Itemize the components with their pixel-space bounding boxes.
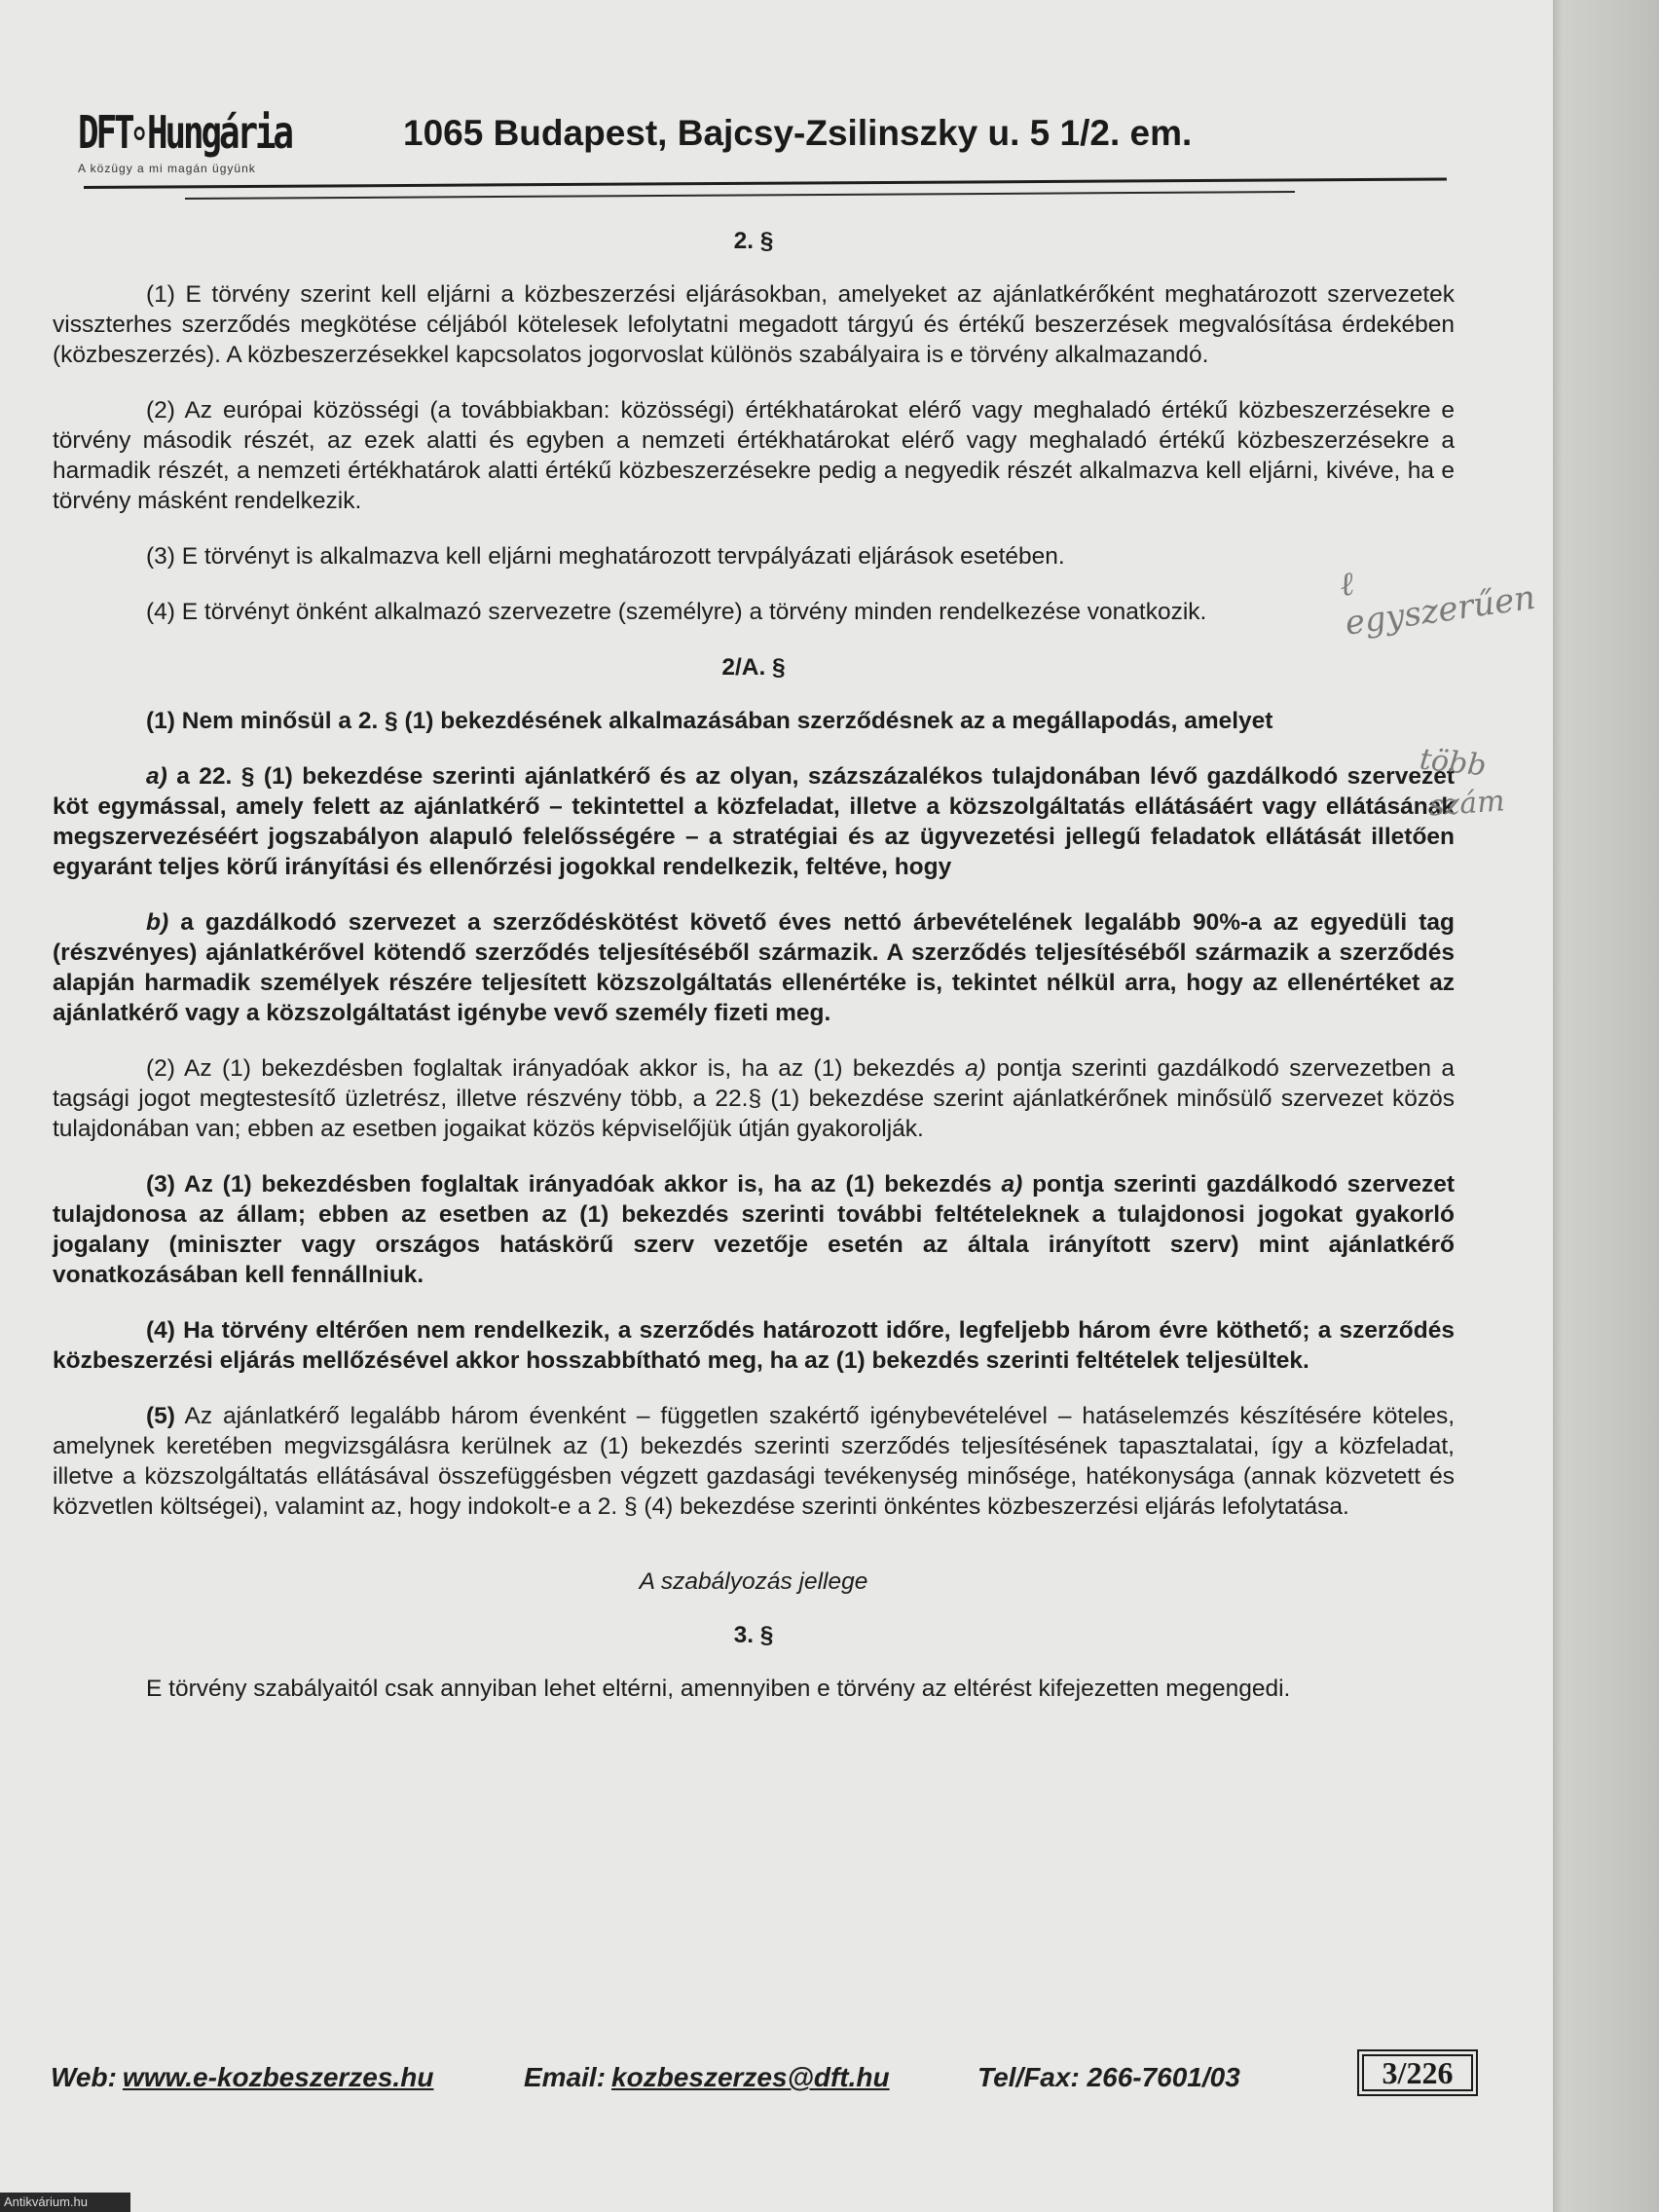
paragraph-2a-4: (4) Ha törvény eltérően nem rendelkezik, a szerződés határozott időre, legfeljebb három évre köthető; a szerződés közbeszerzési eljárás mellőzésével akkor hosszabbítható meg, ha az (1) bekezdés szerinti feltételek teljesültek.: [53, 1317, 1455, 1374]
logo-text-left: DFT: [78, 106, 132, 159]
footer-email: Email: kozbeszerzes@dft.hu: [524, 2062, 890, 2092]
header-address: 1065 Budapest, Bajcsy-Zsilinszky u. 5 1/2. em.: [403, 113, 1193, 153]
header-divider-secondary: [185, 191, 1295, 200]
logo-dot-icon: [134, 127, 145, 140]
logo-text-right: Hungária: [147, 106, 291, 159]
paragraph-3-1: E törvény szabályaitól csak annyiban lehet eltérni, amennyiben e törvény az eltérést kifejezetten megengedi.: [146, 1676, 1291, 1702]
page-edge-shadow: [1553, 0, 1659, 2212]
paragraph-2a-2: (2) Az (1) bekezdésben foglaltak irányadóak akkor is, ha az (1) bekezdés a) pontja szerinti gazdálkodó szervezetben a tagsági jogot megtestesítő üzletrész, illetve részvény több, a 22.§ (1) bekezdése szerint ajánlatkérőnek minősülő szervezet közös tulajdonában van; ebben az esetben jogaikat közös képviselőjük útján gyakorolják.: [53, 1055, 1455, 1142]
paragraph-2a-point-b: [53, 907, 1455, 1028]
web-link[interactable]: www.e-kozbeszerzes.hu: [122, 2062, 434, 2092]
logo-tagline: A közügy a mi magán ügyünk: [78, 162, 256, 175]
watermark: Antikvárium.hu: [0, 2193, 130, 2212]
section-heading-2: 2. §: [733, 228, 774, 254]
paragraph-2a-point-a: [53, 761, 1455, 882]
footer-phone: Tel/Fax: 266-7601/03: [977, 2062, 1240, 2092]
paragraph-2-2: (2) Az európai közösségi (a továbbiakban: közösségi) értékhatárokat elérő vagy meghaladó értékű közbeszerzésekre e törvény második részét, az ezek alatti és egyben a nemzeti értékhatárokat elérő vagy meghaladó értékű közbeszerzésekre a harmadik részét, a nemzeti értékhatárok alatti értékű közbeszerzésekre pedig a negyedik részét alkalmazva kell eljárni, kivéve, ha e törvény másként rendelkezik.: [53, 397, 1455, 514]
point-b-label: b): [146, 909, 169, 936]
point-a-text: a 22. § (1) bekezdése szerinti ajánlatkérő és az olyan, százszázalékos tulajdonában lévő gazdálkodó szervezet köt egymással, amely felett az ajánlatkérő – tekintettel a közfeladat, illetve a közszolgáltatás ellátásáért vagy ellátásának megszervezéséért jogszabályon alapuló felelősségére – a stratégiai és az ügyvezetési jellegű feladatok ellátását illetően egyaránt teljes körű irányítási és ellenőrzési jogokkal rendelkezik, feltéve, hogy: [53, 763, 1455, 880]
paragraph-2a-3: (3) Az (1) bekezdésben foglaltak irányadóak akkor is, ha az (1) bekezdés a) pontja szerinti gazdálkodó szervezet tulajdonosa az állam; ebben az esetben az (1) bekezdés szerinti további feltételeknek a tulajdonosi jogokat gyakorló jogalany (miniszter vagy országos hatáskörű szerv vezetője esetén az általa irányított szerv) mint ajánlatkérő vonatkozásában kell fennállniuk.: [53, 1171, 1455, 1288]
paragraph-2-3: (3) E törvényt is alkalmazva kell eljárni meghatározott tervpályázati eljárások esetében.: [146, 543, 1065, 570]
paragraph-2a-1: (1) Nem minősül a 2. § (1) bekezdésének alkalmazásában szerződésnek az a megállapodás, amelyet: [146, 708, 1273, 734]
document-body: [53, 226, 1455, 1729]
point-b-text: a gazdálkodó szervezet a szerződéskötést követő éves nettó árbevételének legalább 90%-a az egyedüli tag (részvényes) ajánlatkérővel kötendő szerződés teljesítéséből származik. A szerződés teljesítéséből származik a szerződés alapján harmadik személyek részére teljesített közszolgáltatás ellenértéke is, tekintet nélkül arra, hogy az ellenértéket az ajánlatkérő vagy a közszolgáltatást igénybe vevő személy fizeti meg.: [53, 909, 1455, 1026]
paragraph-2-4: (4) E törvényt önként alkalmazó szervezetre (személyre) a törvény minden rendelkezése vonatkozik.: [146, 599, 1207, 625]
page-footer: [51, 2056, 1482, 2103]
email-link[interactable]: kozbeszerzes@dft.hu: [611, 2062, 890, 2092]
footer-web: Web: www.e-kozbeszerzes.hu: [51, 2062, 434, 2092]
page-number: 3/226: [1357, 2049, 1478, 2096]
handwritten-note: ℓ egyszerűen: [1337, 564, 1538, 644]
paragraph-2-1: (1) E törvény szerint kell eljárni a közbeszerzési eljárásokban, amelyeket az ajánlatkérőként meghatározott szervezetek visszterhes szerződés megkötése céljából kötelesek lefolytatni megadott tárgyú és értékű beszerzések megvalósítása érdekében (közbeszerzés). A közbeszerzésekkel kapcsolatos jogorvoslat különös szabályaira is e törvény alkalmazandó.: [53, 281, 1455, 368]
section-heading-2a: 2/A. §: [721, 654, 786, 681]
section-heading-3: 3. §: [733, 1622, 774, 1648]
point-a-label: a): [146, 763, 167, 790]
header-divider: [84, 177, 1447, 189]
paragraph-2a-5: (5) Az ajánlatkérő legalább három évenként – független szakértő igénybevételével – hatáselemzés készítésére köteles, amelynek keretében megvizsgálásra kerülnek az (1) bekezdés szerinti szerződés teljesítésének tapasztalatai, így a közfeladat, illetve a közszolgáltatás ellátásával összefüggésben végzett gazdasági tevékenység minősége, hatékonysága (annak közvetett és közvetlen költségei), valamint az, hogy indokolt-e a 2. § (4) bekezdése szerinti önkéntes közbeszerzési eljárás lefolytatása.: [53, 1403, 1455, 1520]
section-caption: A szabályozás jellege: [639, 1568, 868, 1595]
handwritten-note: több: [1418, 742, 1489, 784]
company-logo: [78, 107, 331, 175]
handwritten-note: szám: [1427, 784, 1506, 824]
